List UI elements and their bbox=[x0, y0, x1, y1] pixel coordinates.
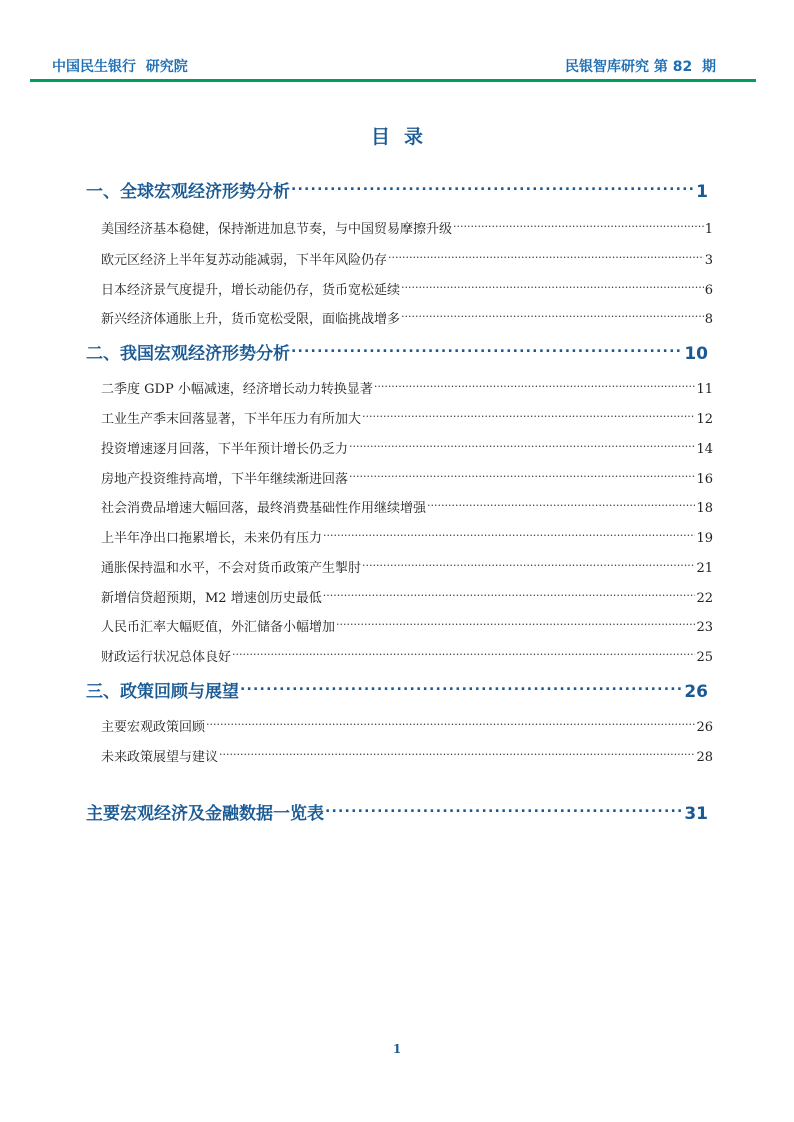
toc-item-title: 日本经济景气度提升，增长动能仍存，货币宽松延续 bbox=[101, 283, 401, 298]
toc-item-title: 美国经济基本稳健，保持渐进加息节奏，与中国贸易摩擦升级 bbox=[101, 222, 453, 237]
toc-item-title: 主要宏观政策回顾 bbox=[101, 720, 206, 735]
toc-item[interactable] bbox=[101, 310, 713, 328]
toc-leader bbox=[325, 802, 683, 819]
toc-page-number: 12 bbox=[696, 412, 713, 427]
toc-leader bbox=[336, 618, 695, 631]
toc-section-title: 主要宏观经济及金融数据一览表 bbox=[86, 804, 324, 824]
toc-leader bbox=[388, 251, 704, 264]
toc-leader bbox=[349, 440, 695, 453]
toc-leader bbox=[401, 310, 704, 323]
toc-page-number: 10 bbox=[684, 344, 708, 364]
header-issue-title: 民银智库研究 第 82 期 bbox=[565, 59, 716, 75]
toc-title: 目录 bbox=[370, 126, 437, 148]
toc-section-title: 一、全球宏观经济形势分析 bbox=[86, 182, 290, 202]
toc-page-number: 28 bbox=[696, 750, 713, 765]
toc-item-title: 上半年净出口拖累增长，未来仍有压力 bbox=[101, 531, 323, 546]
toc-leader bbox=[206, 718, 695, 731]
toc-item-title: 工业生产季末回落显著，下半年压力有所加大 bbox=[101, 412, 362, 427]
toc-item-title: 房地产投资维持高增，下半年继续渐进回落 bbox=[101, 472, 349, 487]
toc-section-appendix[interactable] bbox=[86, 802, 708, 824]
toc-leader bbox=[291, 342, 683, 359]
toc-item[interactable] bbox=[101, 718, 713, 736]
toc-leader bbox=[362, 559, 695, 572]
toc-item-title: 新增信贷超预期，M2 增速创历史最低 bbox=[101, 591, 322, 606]
toc-item[interactable] bbox=[101, 281, 713, 299]
toc-leader bbox=[362, 410, 695, 423]
toc-item-title: 新兴经济体通胀上升，货币宽松受限，面临挑战增多 bbox=[101, 312, 401, 327]
toc-page-number: 22 bbox=[696, 591, 713, 606]
toc-section-2[interactable] bbox=[86, 342, 708, 364]
toc-page-number: 11 bbox=[696, 382, 713, 397]
toc-item[interactable] bbox=[101, 648, 713, 666]
toc-leader bbox=[374, 380, 696, 393]
toc-item[interactable] bbox=[101, 499, 713, 517]
toc-page-number: 21 bbox=[696, 561, 713, 576]
toc-page-number: 31 bbox=[684, 804, 708, 824]
toc-page-number: 23 bbox=[696, 620, 713, 635]
toc-page-number: 6 bbox=[704, 283, 713, 298]
toc-item-title: 财政运行状况总体良好 bbox=[101, 650, 232, 665]
toc-item[interactable] bbox=[101, 380, 713, 398]
toc-item-title: 人民币汇率大幅贬值，外汇储备小幅增加 bbox=[101, 620, 336, 635]
toc-page-number: 18 bbox=[696, 501, 713, 516]
header-divider bbox=[30, 79, 756, 82]
toc-item-title: 欧元区经济上半年复苏动能减弱，下半年风险仍存 bbox=[101, 253, 388, 268]
toc-leader bbox=[323, 529, 695, 542]
footer-page-number: 1 bbox=[392, 1042, 402, 1056]
toc-page-number: 26 bbox=[696, 720, 713, 735]
toc-item-title: 二季度 GDP 小幅减速，经济增长动力转换显著 bbox=[101, 382, 373, 397]
toc-item-title: 社会消费品增速大幅回落，最终消费基础性作用继续增强 bbox=[101, 501, 427, 516]
header-org-name: 中国民生银行 研究院 bbox=[52, 59, 188, 75]
toc-item[interactable] bbox=[101, 589, 713, 607]
toc-leader bbox=[453, 220, 704, 233]
toc-page-number: 1 bbox=[696, 182, 708, 202]
toc-item[interactable] bbox=[101, 559, 713, 577]
toc-item-title: 投资增速逐月回落，下半年预计增长仍乏力 bbox=[101, 442, 349, 457]
toc-leader bbox=[219, 748, 695, 761]
toc-item[interactable] bbox=[101, 470, 713, 488]
toc-item[interactable] bbox=[101, 440, 713, 458]
toc-item[interactable] bbox=[101, 529, 713, 547]
toc-item[interactable] bbox=[101, 748, 713, 766]
toc-leader bbox=[349, 470, 695, 483]
toc-page-number: 8 bbox=[704, 312, 713, 327]
toc-page-number: 16 bbox=[696, 472, 713, 487]
toc-section-3[interactable] bbox=[86, 680, 708, 702]
toc-page-number: 25 bbox=[696, 650, 713, 665]
toc-section-title: 三、政策回顾与展望 bbox=[86, 682, 239, 702]
toc-leader bbox=[427, 499, 695, 512]
toc-page-number: 19 bbox=[696, 531, 713, 546]
toc-item[interactable] bbox=[101, 618, 713, 636]
toc-item[interactable] bbox=[101, 410, 713, 428]
page-header bbox=[30, 56, 756, 76]
toc-leader bbox=[323, 589, 696, 602]
toc-item-title: 未来政策展望与建议 bbox=[101, 750, 219, 765]
toc-leader bbox=[240, 680, 683, 697]
toc-item[interactable] bbox=[101, 251, 713, 269]
toc-section-title: 二、我国宏观经济形势分析 bbox=[86, 344, 290, 364]
toc-page-number: 14 bbox=[696, 442, 713, 457]
toc-leader bbox=[291, 180, 695, 197]
toc-page-number: 1 bbox=[704, 222, 713, 237]
toc-leader bbox=[401, 281, 704, 294]
toc-leader bbox=[232, 648, 695, 661]
toc-page-number: 3 bbox=[704, 253, 713, 268]
toc-item[interactable] bbox=[101, 220, 713, 238]
toc-page-number: 26 bbox=[684, 682, 708, 702]
toc-item-title: 通胀保持温和水平，不会对货币政策产生掣肘 bbox=[101, 561, 362, 576]
toc-section-1[interactable] bbox=[86, 180, 708, 202]
